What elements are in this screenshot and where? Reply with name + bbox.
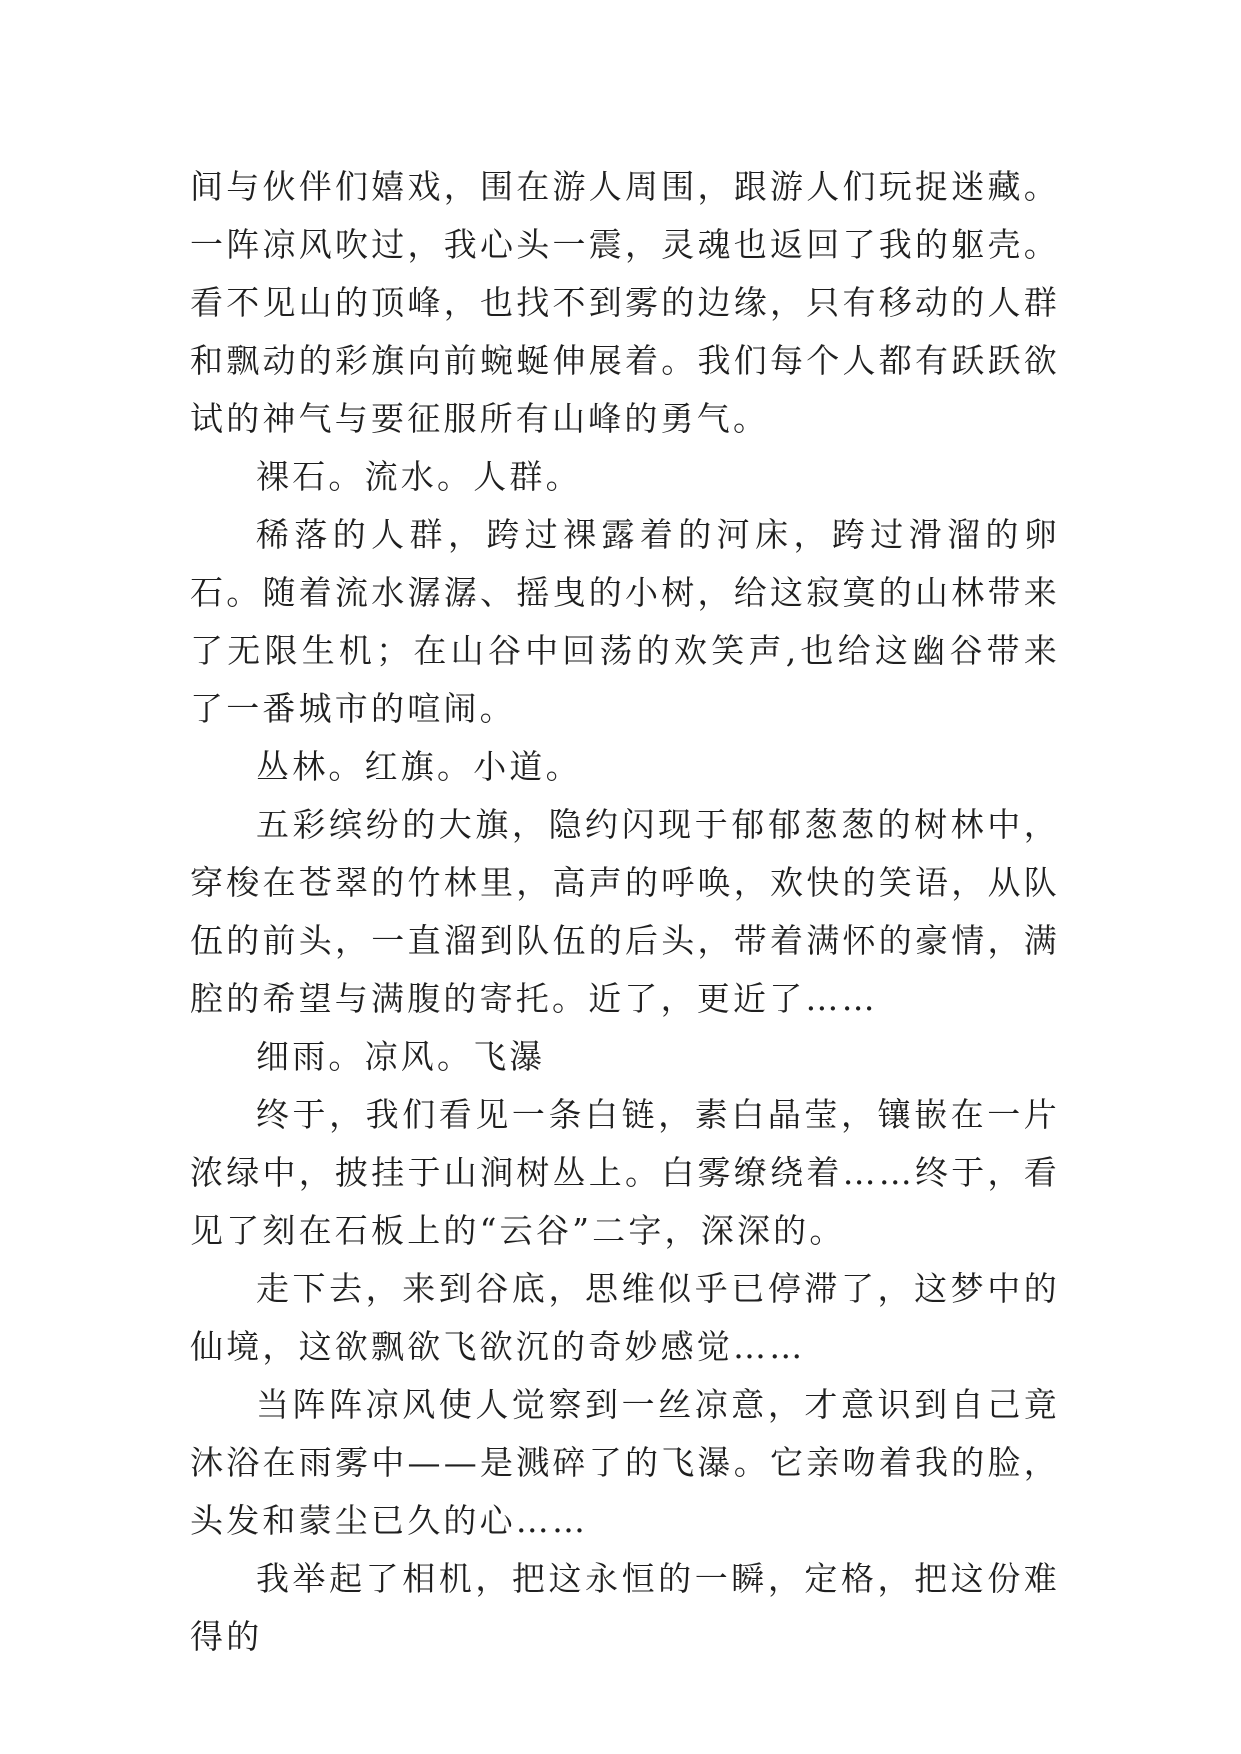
paragraph-7: 终于，我们看见一条白链，素白晶莹，镶嵌在一片浓绿中，披挂于山涧树丛上。白雾缭绕着……终于，看见了刻在石板上的“云谷”二字，深深的。 (190, 1095, 1060, 1250)
paragraph-6: 细雨。凉风。飞瀑 (256, 1037, 546, 1076)
paragraph-4: 丛林。红旗。小道。 (256, 747, 582, 786)
paragraph-2: 裸石。流水。人群。 (256, 457, 582, 496)
paragraph-3: 稀落的人群，跨过裸露着的河床，跨过滑溜的卵石。随着流水潺潺、摇曳的小树，给这寂寞的山林带来了无限生机；在山谷中回荡的欢笑声,也给这幽谷带来了一番城市的喧闹。 (190, 515, 1060, 728)
paragraph-1: 间与伙伴们嬉戏，围在游人周围，跟游人们玩捉迷藏。一阵凉风吹过，我心头一震，灵魂也返回了我的躯壳。看不见山的顶峰，也找不到雾的边缘，只有移动的人群和飘动的彩旗向前蜿蜒伸展着。我们每个人都有跃跃欲试的神气与要征服所有山峰的勇气。 (190, 167, 1060, 438)
paragraph-5: 五彩缤纷的大旗，隐约闪现于郁郁葱葱的树林中，穿梭在苍翠的竹林里，高声的呼唤，欢快的笑语，从队伍的前头，一直溜到队伍的后头，带着满怀的豪情，满腔的希望与满腹的寄托。近了，更近了…… (190, 805, 1060, 1018)
body-text (190, 158, 1060, 1666)
paragraph-10: 我举起了相机，把这永恒的一瞬，定格，把这份难得的 (190, 1559, 1060, 1656)
paragraph-8: 走下去，来到谷底，思维似乎已停滞了，这梦中的仙境，这欲飘欲飞欲沉的奇妙感觉…… (190, 1269, 1060, 1366)
paragraph-9: 当阵阵凉风使人觉察到一丝凉意，才意识到自己竟沐浴在雨雾中——是溅碎了的飞瀑。它亲吻着我的脸，头发和蒙尘已久的心…… (190, 1385, 1060, 1540)
